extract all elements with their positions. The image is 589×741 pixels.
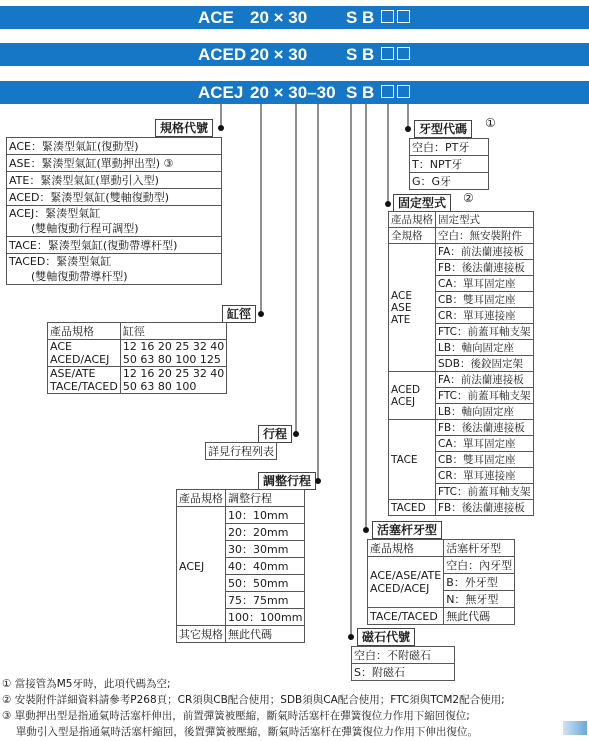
list-item: T：NPT牙: [409, 156, 489, 173]
table-row: CB：雙耳固定座: [389, 292, 534, 308]
bullet-dot-icon: [218, 125, 224, 131]
size-code: 20 × 30: [250, 8, 308, 27]
stroke-note: 詳見行程列表: [205, 442, 277, 460]
table-row: CA：單耳固定座: [389, 276, 534, 292]
table-row: ACE ASE ATE FA：前法蘭連接板: [389, 244, 534, 260]
table-row: CR：單耳連接座: [389, 308, 534, 324]
blank-box-icon: [381, 10, 394, 23]
bullet-dot-icon: [315, 478, 321, 484]
table-row: FTC：前蓋耳軸支架: [389, 484, 534, 500]
rod-thread-header: 活塞杆牙型: [372, 521, 442, 539]
list-item: ACED：緊湊型氣缸(雙軸復動型): [6, 189, 222, 206]
magnet-header: 磁石代號: [357, 628, 415, 646]
model-code: ACED: [198, 45, 247, 64]
model-band-acej: [0, 81, 589, 104]
table-row: 其它規格 無此代碼: [177, 626, 305, 643]
table-row: 100：100mm: [177, 609, 305, 626]
table-row: 20：20mm: [177, 524, 305, 541]
stroke-header: 行程: [258, 425, 292, 443]
bullet-dot-icon: [385, 201, 391, 207]
table-row: 40：40mm: [177, 558, 305, 575]
size-code: 20 × 30: [250, 45, 308, 64]
footnote: 單動引入型是指通氣時活塞杆縮回，後置彈簧被壓縮，斷氣時活塞杆在彈簧復位力作用下伸出復位。: [2, 726, 478, 738]
blank-box-icon: [397, 85, 410, 98]
suffix-code: S B: [346, 45, 375, 64]
blank-box-icon: [381, 47, 394, 60]
table-row: B：外牙型: [368, 574, 515, 591]
blank-box-icon: [381, 85, 394, 98]
table-row: TACE/TACED 無此代碼: [368, 608, 515, 625]
table-row: 50：50mm: [177, 575, 305, 592]
mount-header: 固定型式: [393, 194, 451, 212]
table-row: FTC：前蓋耳軸支架: [389, 388, 534, 404]
table-row: LB：軸向固定座: [389, 404, 534, 420]
list-item: S：附磁石: [351, 664, 455, 681]
suffix-code: S B: [346, 83, 375, 102]
list-item: TACED：緊湊型氣缸 (雙軸復動帶導杆型): [6, 254, 222, 285]
table-row: SDB：後鉸固定架: [389, 356, 534, 372]
blank-box-icon: [397, 10, 410, 23]
thread-list: [409, 138, 489, 190]
thread-header: 牙型代碼: [414, 120, 472, 138]
table-row: ACE ACED/ACEJ 12 16 20 25 32 40 50 63 80 100 125: [48, 340, 227, 367]
footnote: ① 當接管為M5牙時，此項代碼為空;: [2, 678, 171, 690]
table-header: 產品規格: [48, 323, 121, 340]
bullet-dot-icon: [348, 634, 354, 640]
spec-code-header: 規格代號: [155, 119, 213, 137]
table-row: FB：後法蘭連接板: [389, 260, 534, 276]
model-code: ACEJ: [198, 83, 244, 102]
table-row: LB：軸向固定座: [389, 340, 534, 356]
table-row: 全規格 空白：無安裝附件: [389, 228, 534, 244]
note-marker: ②: [463, 191, 474, 205]
list-item: ASE：緊湊型氣缸(單動押出型) ③: [6, 155, 222, 172]
table-row: TACE FB：後法蘭連接板: [389, 420, 534, 436]
table-row: ASE/ATE TACE/TACED 12 16 20 25 32 40 50 63 80 100: [48, 367, 227, 394]
watermark-logo-icon: [563, 721, 587, 735]
spec-code-list: [6, 137, 222, 285]
list-item: ATE：緊湊型氣缸(單動引入型): [6, 172, 222, 189]
rod-thread-table: 產品規格 活塞杆牙型 ACE/ASE/ATE ACED/ACEJ 空白：內牙型 B：外牙型 N：無牙型 TACE/TACED 無此代碼: [367, 539, 515, 625]
footnote: ③ 單動押出型是指通氣時活塞杆伸出，前置彈簧被壓縮，斷氣時活塞杆在彈簧復位力作用下縮回復位;: [2, 710, 470, 722]
bullet-dot-icon: [258, 311, 264, 317]
magnet-list: [351, 646, 455, 681]
note-marker: ①: [485, 116, 496, 130]
table-row: ACE/ASE/ATE ACED/ACEJ 空白：內牙型: [368, 557, 515, 574]
table-row: N：無牙型: [368, 591, 515, 608]
list-item: G：G牙: [409, 173, 489, 190]
table-row: FTC：前蓋耳軸支架: [389, 324, 534, 340]
model-band-ace: [0, 6, 589, 29]
bullet-dot-icon: [293, 431, 299, 437]
model-code: ACE: [198, 8, 234, 27]
size-code: 20 × 30–30: [250, 83, 336, 102]
list-item: TACE：緊湊型氣缸(復動帶導杆型): [6, 237, 222, 254]
table-row: TACED FB：後法蘭連接板: [389, 500, 534, 516]
blank-box-icon: [397, 47, 410, 60]
list-item: 空白：不附磁石: [351, 646, 455, 664]
table-row: 30：30mm: [177, 541, 305, 558]
table-row: ACEJ 10：10mm: [177, 507, 305, 524]
model-band-aced: [0, 43, 589, 66]
adjust-stroke-header: 調整行程: [258, 472, 316, 490]
list-item: ACE：緊湊型氣缸(復動型): [6, 137, 222, 155]
suffix-code: S B: [346, 8, 375, 27]
table-row: CR：單耳連接座: [389, 468, 534, 484]
adjust-stroke-table: 產品規格 調整行程 ACEJ 10：10mm 20：20mm 30：30mm 40：40mm 50：50mm 75：75mm 100：100mm 其它規格 無此代碼: [176, 489, 305, 643]
table-row: CB：雙耳固定座: [389, 452, 534, 468]
mount-table: 產品規格 固定型式 全規格 空白：無安裝附件 ACE ASE ATE FA：前法蘭連接板 FB：後法蘭連接板 CA：單耳固定座 CB：雙耳固定座 CR：單耳連接座 FTC：前蓋耳軸支架 LB：軸向固定座 SDB：後鉸固定架 ACED ACEJ FA：前法蘭連接板 FTC：前蓋耳軸支架 LB：軸向固定座 TACE FB：後法蘭連接板 CA：單耳固定座 CB：雙耳固定座 CR：單耳連接座 FTC：前蓋耳軸支架 TACED FB：後法蘭連接板: [388, 211, 534, 516]
footnote: ② 安裝附件詳細資料請參考P268頁；CR須與CB配合使用；SDB須與CA配合使用；FTC須與TCM2配合使用;: [2, 694, 505, 706]
bullet-dot-icon: [405, 126, 411, 132]
table-row: ACED ACEJ FA：前法蘭連接板: [389, 372, 534, 388]
table-row: 75：75mm: [177, 592, 305, 609]
table-header: 缸徑: [120, 323, 226, 340]
bullet-dot-icon: [363, 527, 369, 533]
bore-header: 缸徑: [222, 305, 256, 323]
list-item: ACEJ：緊湊型氣缸 (雙軸復動行程可調型): [6, 206, 222, 237]
table-row: CA：單耳固定座: [389, 436, 534, 452]
bore-table: [47, 322, 227, 394]
list-item: 空白：PT牙: [409, 138, 489, 156]
